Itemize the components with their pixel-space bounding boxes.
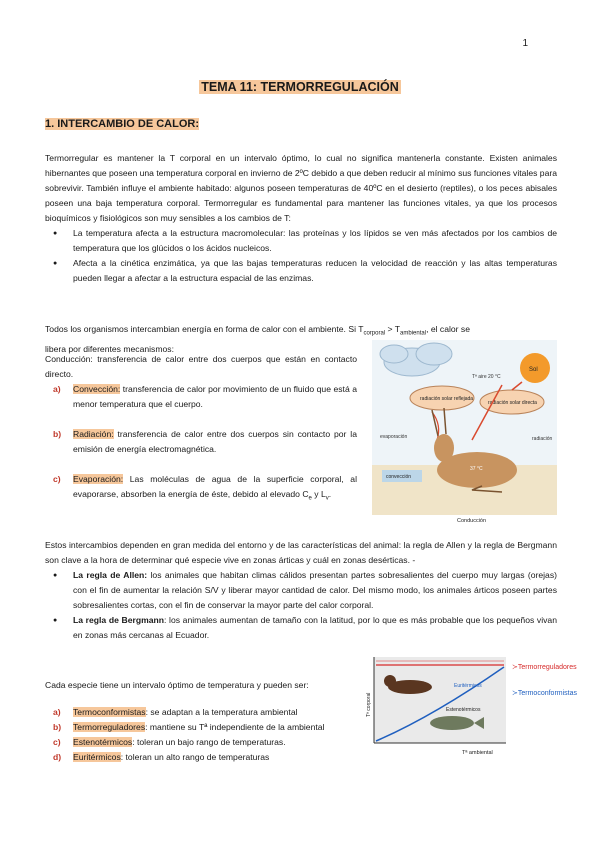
radiation-label: radiación (532, 436, 553, 442)
thermoregulators-label: ≻Termorreguladores (512, 664, 577, 671)
body-temp-label: 37 °C (470, 466, 483, 472)
section-heading: 1. INTERCAMBIO DE CALOR: (45, 118, 199, 130)
list-item: c) Estenotérmicos: toleran un bajo rango de temperaturas. (53, 737, 286, 747)
exchange-intro: Todos los organismos intercambian energía en forma de calor con el ambiente. Si $T_{corporal} > T_{ambiental}$, el calor se libera por diferentes mecanismos: (45, 324, 471, 354)
list-item: ● La temperatura afecta a la estructura macromolecular: las proteínas y los lípidos se ven más afectados por los cambios de temperatura que los glúcidos o los ácidos nucleicos. (45, 226, 557, 256)
stenothermal-label: Estenotérmicos (446, 707, 481, 713)
list-item: d) Euritérmicos: toleran un alto rango de temperaturas (53, 752, 270, 762)
list-item: a) Termoconformistas: se adaptan a la temperatura ambiental (53, 707, 298, 717)
list-item: a) Convección: transferencia de calor por movimiento de un fluido que está a menor temperatura que el cuerpo. (53, 384, 357, 409)
heat-exchange-figure (372, 340, 557, 530)
x-axis-label: Tª ambiental (462, 750, 493, 756)
rules-intro: Estos intercambios dependen en gran medida del entorno y de las características del animal: la regla de Allen y la regla de Bergmann son clave a la hora de determinar qué especie vive en zonas árticas y cuál en zonas desérticas. - (45, 540, 557, 565)
list-item: ● Afecta a la cinética enzimática, ya que las bajas temperaturas reducen la velocidad de reacción y las altas temperaturas pueden llegar a afectar a la estructura espacial de las enzimas. (45, 256, 557, 286)
species-intro: Cada especie tiene un intervalo óptimo de temperatura y pueden ser: (45, 680, 309, 690)
convection-label: convección (386, 474, 412, 480)
direct-label: radiación solar directa (488, 400, 537, 406)
evaporation-label: evaporación (380, 434, 408, 440)
intro-bullets (45, 226, 557, 286)
eurithermal-label: Euritérmicos (454, 683, 482, 689)
list-item: b) Radiación: transferencia de calor entre dos cuerpos sin contacto por la emisión de energía electromagnética. (53, 429, 357, 454)
list-item: c) Evaporación: Las moléculas de agua de la superficie corporal, al evaporarse, absorben la energía de éste, debido al elevado $C_e$ y $L_v$. (53, 474, 357, 502)
sun-label: Sol (529, 367, 538, 373)
conduction-text: Conducción: transferencia de calor entre dos cuerpos que están en contacto directo. (45, 354, 357, 379)
air-temp-label: Tª aire 20 °C (472, 374, 501, 380)
reflected-label: radiación solar reflejada (420, 396, 474, 402)
mechanisms-list (45, 352, 357, 507)
intro-paragraph: Termorregular es mantener la T corporal en un intervalo óptimo, lo cual no significa mantenerla constante. Existen animales hibernantes que poseen una temperatura corporal en invierno de 2ºC debido a que deben reducir al mínimo sus funciones vitales para sobrevivir. También influye el ambiente habitado: algunos poseen temperaturas de 40ºC en el desierto (reptiles), o los peces abisales poseen una baja temperatura corporal. Termorregular es fundamental para mantener las funciones vitales, ya que los procesos bioquímicos y fisiológicos son muy sensibles a los cambios de T: (45, 153, 557, 223)
thermoregulation-figure (362, 657, 600, 759)
list-item: b) Termorreguladores: mantiene su Tª independiente de la ambiental (53, 722, 325, 732)
conduction-label: Conducción (457, 518, 487, 524)
list-item: ● La regla de Bergmann: los animales aumentan de tamaño con la latitud, por lo que es más probable que los pequeños vivan en zonas más cercanas al Ecuador. (45, 613, 557, 643)
y-axis-label: Tª corporal (366, 692, 372, 717)
species-list (45, 705, 375, 765)
list-item: ● La regla de Allen: los animales que habitan climas cálidos presentan partes sobresalientes del cuerpo muy largas (orejas) con el fin de aumentar la relación S/V y liberar mayor cantidad de calor. Del mismo modo, los animales árticos poseen partes sobresalientes cortas, con el fin de conservar la mayor parte del calor corporal. (45, 568, 557, 613)
rules-bullets (45, 568, 557, 643)
rules-block (45, 538, 557, 643)
page-number: 1 (522, 38, 528, 49)
page-title: TEMA 11: TERMORREGULACIÓN (201, 80, 399, 94)
thermoconformers-label: ≻Termoconformistas (512, 690, 577, 697)
intro-block (45, 151, 557, 286)
